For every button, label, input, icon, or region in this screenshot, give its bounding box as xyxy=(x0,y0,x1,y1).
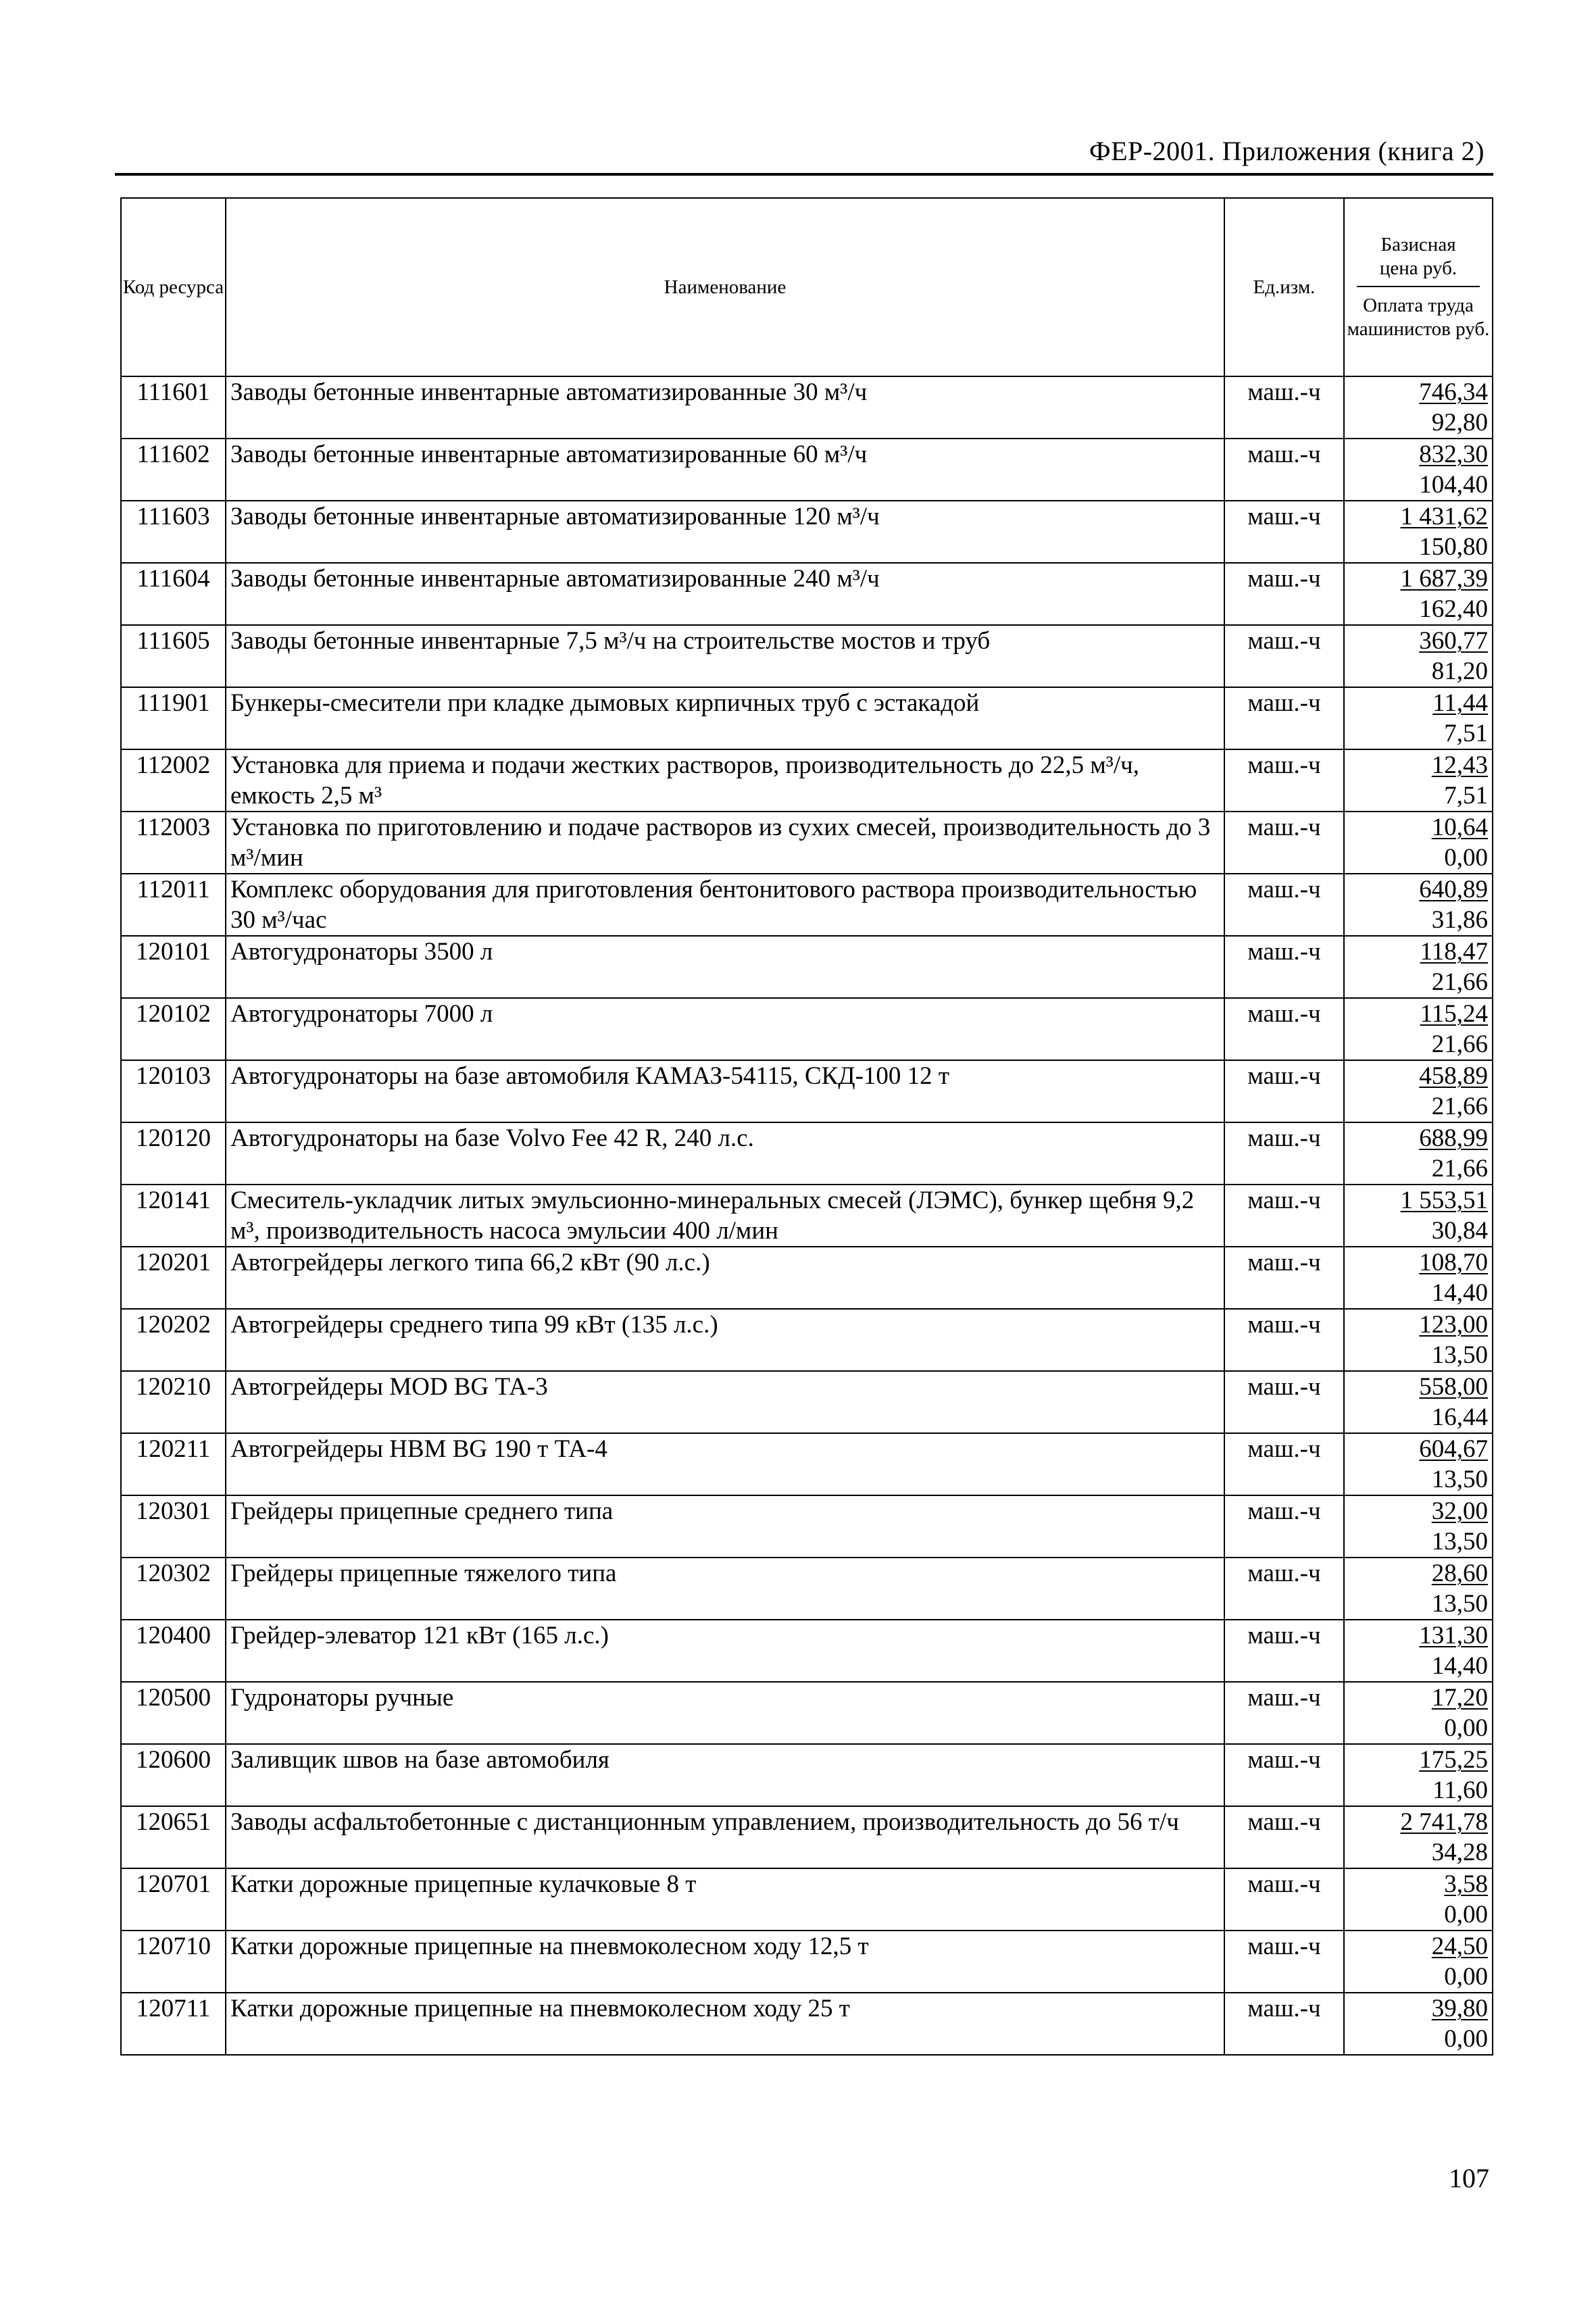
resource-price-cell xyxy=(1344,1371,1493,1433)
resource-price-cell xyxy=(1344,625,1493,687)
resource-code: 120701 xyxy=(121,1868,226,1931)
table-row xyxy=(121,1744,1493,1806)
resource-price-cell xyxy=(1344,1060,1493,1122)
resource-name: Автогрейдеры HBM BG 190 т ТА-4 xyxy=(226,1433,1224,1495)
col-header-price-base: Базисная цена руб. xyxy=(1357,233,1480,287)
resource-name: Автогудронаторы на базе Volvo Fee 42 R, 240 л.с. xyxy=(226,1122,1224,1185)
resource-unit: маш.-ч xyxy=(1224,563,1344,625)
resource-name: Автогрейдеры MOD BG ТА-3 xyxy=(226,1371,1224,1433)
table-row xyxy=(121,1247,1493,1309)
resource-unit: маш.-ч xyxy=(1224,376,1344,439)
resource-code: 120710 xyxy=(121,1931,226,1993)
base-price: 746,34 xyxy=(1419,378,1488,406)
resource-price-cell xyxy=(1344,376,1493,439)
base-price: 28,60 xyxy=(1431,1560,1488,1587)
resource-name: Заливщик швов на базе автомобиля xyxy=(226,1744,1224,1806)
resource-code: 111901 xyxy=(121,687,226,749)
resource-unit: маш.-ч xyxy=(1224,1060,1344,1122)
resource-price-cell xyxy=(1344,501,1493,563)
resource-name: Грейдеры прицепные тяжелого типа xyxy=(226,1558,1224,1620)
resource-code: 120201 xyxy=(121,1247,226,1309)
resource-price-table xyxy=(120,197,1493,2056)
operator-labor-price: 13,50 xyxy=(1431,1341,1488,1369)
resource-price-cell xyxy=(1344,936,1493,998)
base-price: 24,50 xyxy=(1431,1933,1488,1960)
table-row xyxy=(121,1433,1493,1495)
resource-unit: маш.-ч xyxy=(1224,625,1344,687)
resource-name: Заводы асфальтобетонные с дистанционным управлением, производительность до 56 т/ч xyxy=(226,1806,1224,1868)
resource-price-cell xyxy=(1344,1993,1493,2055)
base-price: 360,77 xyxy=(1419,627,1488,655)
base-price: 118,47 xyxy=(1420,938,1488,966)
resource-unit: маш.-ч xyxy=(1224,1620,1344,1682)
resource-name: Заводы бетонные инвентарные автоматизированные 30 м³/ч xyxy=(226,376,1224,439)
operator-labor-price: 13,50 xyxy=(1431,1590,1488,1618)
resource-name: Автогрейдеры среднего типа 99 кВт (135 л.с.) xyxy=(226,1309,1224,1371)
resource-unit: маш.-ч xyxy=(1224,1433,1344,1495)
table-row xyxy=(121,439,1493,501)
resource-code: 120141 xyxy=(121,1185,226,1247)
resource-unit: маш.-ч xyxy=(1224,1309,1344,1371)
resource-code: 112003 xyxy=(121,812,226,874)
resource-code: 120211 xyxy=(121,1433,226,1495)
col-header-code: Код ресурса xyxy=(121,198,226,376)
operator-labor-price: 13,50 xyxy=(1431,1528,1488,1555)
resource-name: Катки дорожные прицепные на пневмоколесном ходу 25 т xyxy=(226,1993,1224,2055)
resource-unit: маш.-ч xyxy=(1224,501,1344,563)
operator-labor-price: 0,00 xyxy=(1444,1963,1488,1991)
table-row xyxy=(121,1122,1493,1185)
table-row xyxy=(121,1931,1493,1993)
table-row xyxy=(121,625,1493,687)
resource-unit: маш.-ч xyxy=(1224,1247,1344,1309)
resource-name: Гудронаторы ручные xyxy=(226,1682,1224,1744)
resource-code: 120210 xyxy=(121,1371,226,1433)
resource-unit: маш.-ч xyxy=(1224,439,1344,501)
base-price: 558,00 xyxy=(1419,1373,1488,1401)
base-price: 32,00 xyxy=(1431,1497,1488,1525)
operator-labor-price: 21,66 xyxy=(1431,1030,1488,1058)
operator-labor-price: 30,84 xyxy=(1431,1217,1488,1245)
table-row xyxy=(121,1371,1493,1433)
resource-name: Грейдеры прицепные среднего типа xyxy=(226,1495,1224,1558)
base-price: 39,80 xyxy=(1431,1995,1488,2022)
resource-unit: маш.-ч xyxy=(1224,1806,1344,1868)
table-row xyxy=(121,998,1493,1060)
resource-unit: маш.-ч xyxy=(1224,1868,1344,1931)
operator-labor-price: 0,00 xyxy=(1444,1714,1488,1742)
operator-labor-price: 162,40 xyxy=(1419,595,1488,623)
base-price: 1 553,51 xyxy=(1400,1187,1488,1214)
resource-unit: маш.-ч xyxy=(1224,1495,1344,1558)
resource-name: Автогрейдеры легкого типа 66,2 кВт (90 л.с.) xyxy=(226,1247,1224,1309)
resource-price-cell xyxy=(1344,1122,1493,1185)
resource-price-cell xyxy=(1344,998,1493,1060)
table-row xyxy=(121,812,1493,874)
resource-unit: маш.-ч xyxy=(1224,812,1344,874)
resource-unit: маш.-ч xyxy=(1224,749,1344,812)
resource-unit: маш.-ч xyxy=(1224,874,1344,936)
table-row xyxy=(121,1682,1493,1744)
operator-labor-price: 31,86 xyxy=(1431,906,1488,934)
base-price: 458,89 xyxy=(1419,1062,1488,1090)
resource-unit: маш.-ч xyxy=(1224,687,1344,749)
table-row xyxy=(121,501,1493,563)
base-price: 10,64 xyxy=(1431,814,1488,841)
resource-name: Заводы бетонные инвентарные автоматизированные 240 м³/ч xyxy=(226,563,1224,625)
resource-code: 111602 xyxy=(121,439,226,501)
resource-price-cell xyxy=(1344,812,1493,874)
resource-price-cell xyxy=(1344,687,1493,749)
resource-name: Катки дорожные прицепные кулачковые 8 т xyxy=(226,1868,1224,1931)
operator-labor-price: 14,40 xyxy=(1431,1652,1488,1680)
resource-name: Автогудронаторы 3500 л xyxy=(226,936,1224,998)
col-header-price xyxy=(1344,198,1493,376)
col-header-unit: Ед.изм. xyxy=(1224,198,1344,376)
base-price: 17,20 xyxy=(1431,1684,1488,1712)
table-row xyxy=(121,1806,1493,1868)
resource-code: 120711 xyxy=(121,1993,226,2055)
resource-price-cell xyxy=(1344,1868,1493,1931)
table-row xyxy=(121,563,1493,625)
resource-price-cell xyxy=(1344,874,1493,936)
resource-price-cell xyxy=(1344,1185,1493,1247)
table-row xyxy=(121,1060,1493,1122)
base-price: 11,44 xyxy=(1432,689,1488,717)
resource-unit: маш.-ч xyxy=(1224,1682,1344,1744)
resource-code: 120500 xyxy=(121,1682,226,1744)
resource-unit: маш.-ч xyxy=(1224,1993,1344,2055)
resource-code: 112011 xyxy=(121,874,226,936)
base-price: 115,24 xyxy=(1420,1000,1488,1028)
operator-labor-price: 14,40 xyxy=(1431,1279,1488,1307)
resource-price-cell xyxy=(1344,563,1493,625)
operator-labor-price: 0,00 xyxy=(1444,1901,1488,1928)
resource-code: 120400 xyxy=(121,1620,226,1682)
page-number: 107 xyxy=(1449,2163,1489,2193)
table-row xyxy=(121,749,1493,812)
table-row xyxy=(121,687,1493,749)
resource-price-cell xyxy=(1344,1309,1493,1371)
operator-labor-price: 16,44 xyxy=(1431,1403,1488,1431)
resource-code: 111604 xyxy=(121,563,226,625)
resource-code: 120101 xyxy=(121,936,226,998)
resource-name: Смеситель-укладчик литых эмульсионно-минеральных смесей (ЛЭМС), бункер щебня 9,2 м³, производительность насоса эмульсии 400 л/мин xyxy=(226,1185,1224,1247)
operator-labor-price: 81,20 xyxy=(1431,657,1488,685)
header-rule xyxy=(115,173,1493,176)
table-row xyxy=(121,376,1493,439)
resource-unit: маш.-ч xyxy=(1224,1122,1344,1185)
resource-price-cell xyxy=(1344,439,1493,501)
operator-labor-price: 21,66 xyxy=(1431,968,1488,996)
resource-name: Комплекс оборудования для приготовления бентонитового раствора производительностью 30 м³/час xyxy=(226,874,1224,936)
operator-labor-price: 21,66 xyxy=(1431,1155,1488,1183)
base-price: 640,89 xyxy=(1419,876,1488,903)
resource-unit: маш.-ч xyxy=(1224,1931,1344,1993)
base-price: 123,00 xyxy=(1419,1311,1488,1339)
resource-name: Бункеры-смесители при кладке дымовых кирпичных труб с эстакадой xyxy=(226,687,1224,749)
resource-code: 120302 xyxy=(121,1558,226,1620)
resource-code: 112002 xyxy=(121,749,226,812)
resource-code: 120103 xyxy=(121,1060,226,1122)
base-price: 1 431,62 xyxy=(1400,503,1488,530)
resource-price-cell xyxy=(1344,1682,1493,1744)
table-row xyxy=(121,1558,1493,1620)
operator-labor-price: 0,00 xyxy=(1444,844,1488,872)
resource-name: Автогудронаторы на базе автомобиля КАМАЗ-54115, СКД-100 12 т xyxy=(226,1060,1224,1122)
resource-name: Автогудронаторы 7000 л xyxy=(226,998,1224,1060)
col-header-name: Наименование xyxy=(226,198,1224,376)
resource-name: Установка по приготовлению и подаче растворов из сухих смесей, производительность до 3 м³/мин xyxy=(226,812,1224,874)
resource-price-cell xyxy=(1344,1558,1493,1620)
resource-code: 120120 xyxy=(121,1122,226,1185)
resource-code: 111601 xyxy=(121,376,226,439)
table-row xyxy=(121,1495,1493,1558)
resource-name: Заводы бетонные инвентарные автоматизированные 120 м³/ч xyxy=(226,501,1224,563)
operator-labor-price: 34,28 xyxy=(1431,1839,1488,1866)
resource-name: Заводы бетонные инвентарные 7,5 м³/ч на строительстве мостов и труб xyxy=(226,625,1224,687)
resource-price-cell xyxy=(1344,1931,1493,1993)
page-header: ФЕР-2001. Приложения (книга 2) xyxy=(1089,136,1485,166)
table-row xyxy=(121,1185,1493,1247)
operator-labor-price: 11,60 xyxy=(1432,1776,1488,1804)
base-price: 1 687,39 xyxy=(1400,565,1488,593)
base-price: 3,58 xyxy=(1444,1870,1488,1898)
resource-name: Грейдер-элеватор 121 кВт (165 л.с.) xyxy=(226,1620,1224,1682)
operator-labor-price: 21,66 xyxy=(1431,1093,1488,1120)
operator-labor-price: 104,40 xyxy=(1419,471,1488,499)
resource-price-cell xyxy=(1344,1620,1493,1682)
base-price: 832,30 xyxy=(1419,441,1488,468)
resource-code: 120202 xyxy=(121,1309,226,1371)
resource-name: Установка для приема и подачи жестких растворов, производительность до 22,5 м³/ч, емкость 2,5 м³ xyxy=(226,749,1224,812)
operator-labor-price: 150,80 xyxy=(1419,533,1488,561)
base-price: 688,99 xyxy=(1419,1124,1488,1152)
base-price: 108,70 xyxy=(1419,1249,1488,1276)
table-body xyxy=(121,376,1493,2055)
resource-name: Катки дорожные прицепные на пневмоколесном ходу 12,5 т xyxy=(226,1931,1224,1993)
resource-code: 120102 xyxy=(121,998,226,1060)
resource-code: 120301 xyxy=(121,1495,226,1558)
base-price: 131,30 xyxy=(1419,1622,1488,1649)
base-price: 12,43 xyxy=(1431,751,1488,779)
operator-labor-price: 92,80 xyxy=(1431,409,1488,437)
table-row xyxy=(121,1309,1493,1371)
table-row xyxy=(121,874,1493,936)
resource-code: 120651 xyxy=(121,1806,226,1868)
base-price: 2 741,78 xyxy=(1400,1808,1488,1836)
col-header-price-labor: Оплата труда машинистов руб. xyxy=(1347,295,1490,340)
operator-labor-price: 7,51 xyxy=(1444,720,1488,747)
resource-unit: маш.-ч xyxy=(1224,1371,1344,1433)
resource-unit: маш.-ч xyxy=(1224,1744,1344,1806)
resource-name: Заводы бетонные инвентарные автоматизированные 60 м³/ч xyxy=(226,439,1224,501)
resource-price-cell xyxy=(1344,1495,1493,1558)
resource-unit: маш.-ч xyxy=(1224,1558,1344,1620)
resource-code: 111603 xyxy=(121,501,226,563)
resource-price-cell xyxy=(1344,1744,1493,1806)
base-price: 175,25 xyxy=(1419,1746,1488,1774)
resource-price-cell xyxy=(1344,1247,1493,1309)
operator-labor-price: 0,00 xyxy=(1444,2025,1488,2053)
table-row xyxy=(121,1620,1493,1682)
operator-labor-price: 13,50 xyxy=(1431,1466,1488,1493)
table-header-row xyxy=(121,198,1493,376)
resource-unit: маш.-ч xyxy=(1224,936,1344,998)
base-price: 604,67 xyxy=(1419,1435,1488,1463)
resource-unit: маш.-ч xyxy=(1224,998,1344,1060)
resource-price-cell xyxy=(1344,1433,1493,1495)
resource-unit: маш.-ч xyxy=(1224,1185,1344,1247)
operator-labor-price: 7,51 xyxy=(1444,782,1488,810)
table-row xyxy=(121,1868,1493,1931)
resource-price-cell xyxy=(1344,1806,1493,1868)
resource-code: 120600 xyxy=(121,1744,226,1806)
table-row xyxy=(121,936,1493,998)
resource-price-cell xyxy=(1344,749,1493,812)
table-row xyxy=(121,1993,1493,2055)
resource-code: 111605 xyxy=(121,625,226,687)
